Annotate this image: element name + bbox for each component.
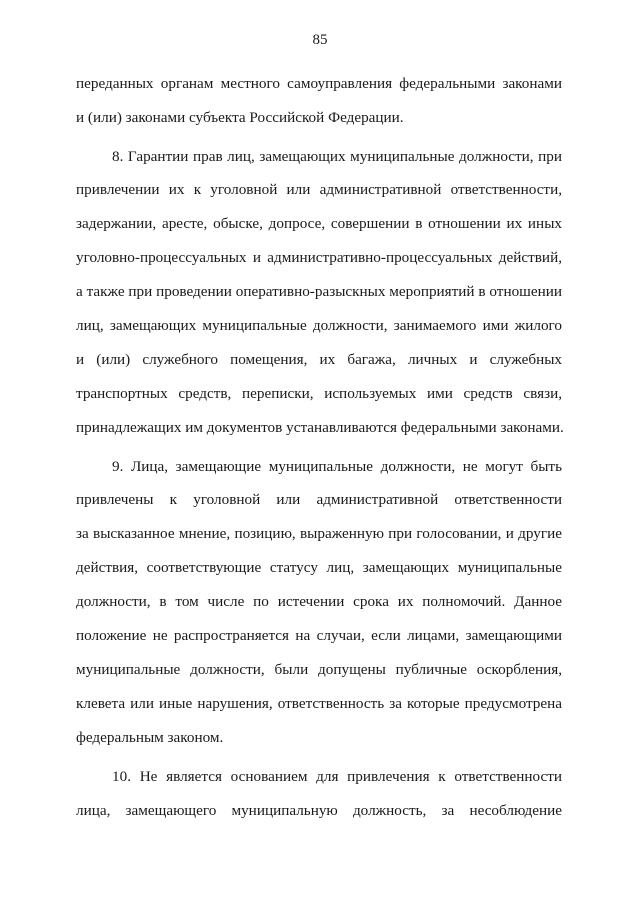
text-line: и (или) служебного помещения, их багажа, личных и служебных	[76, 351, 562, 368]
text-line: муниципальные должности, были допущены публичные оскорбления,	[76, 661, 562, 678]
text-line: лиц, замещающих муниципальные должности, занимаемого ими жилого	[76, 317, 562, 334]
text-line: за высказанное мнение, позицию, выраженную при голосовании, и другие	[76, 525, 562, 542]
text-line: клевета или иные нарушения, ответственность за которые предусмотрена	[76, 695, 562, 712]
page-number: 85	[312, 32, 328, 48]
paragraph-10-start: 10. Не является основанием для привлечения к ответственности	[112, 768, 562, 785]
paragraph-8-start: 8. Гарантии прав лиц, замещающих муниципальные должности, при	[112, 148, 562, 165]
text-line: должности, в том числе по истечении срока их полномочий. Данное	[76, 593, 562, 610]
text-line: принадлежащих им документов устанавливаются федеральными законами.	[76, 419, 564, 436]
text-line: уголовно-процессуальных и административно-процессуальных действий,	[76, 249, 562, 266]
text-line: переданных органам местного самоуправления федеральными законами	[76, 75, 562, 92]
text-line: положение не распространяется на случаи, если лицами, замещающими	[76, 627, 562, 644]
text-line: задержании, аресте, обыске, допросе, совершении в отношении их иных	[76, 215, 562, 232]
paragraph-9-start: 9. Лица, замещающие муниципальные должности, не могут быть	[112, 458, 562, 475]
text-line: и (или) законами субъекта Российской Федерации.	[76, 109, 404, 126]
text-line: транспортных средств, переписки, используемых ими средств связи,	[76, 385, 562, 402]
text-line: а также при проведении оперативно-разыскных мероприятий в отношении	[76, 283, 562, 300]
text-line: федеральным законом.	[76, 729, 224, 746]
text-line: привлечении их к уголовной или административной ответственности,	[76, 181, 562, 198]
text-line: лица, замещающего муниципальную должность, за несоблюдение	[76, 802, 562, 819]
text-line: действия, соответствующие статусу лиц, замещающих муниципальные	[76, 559, 562, 576]
text-line: привлечены к уголовной или административной ответственности	[76, 491, 562, 508]
